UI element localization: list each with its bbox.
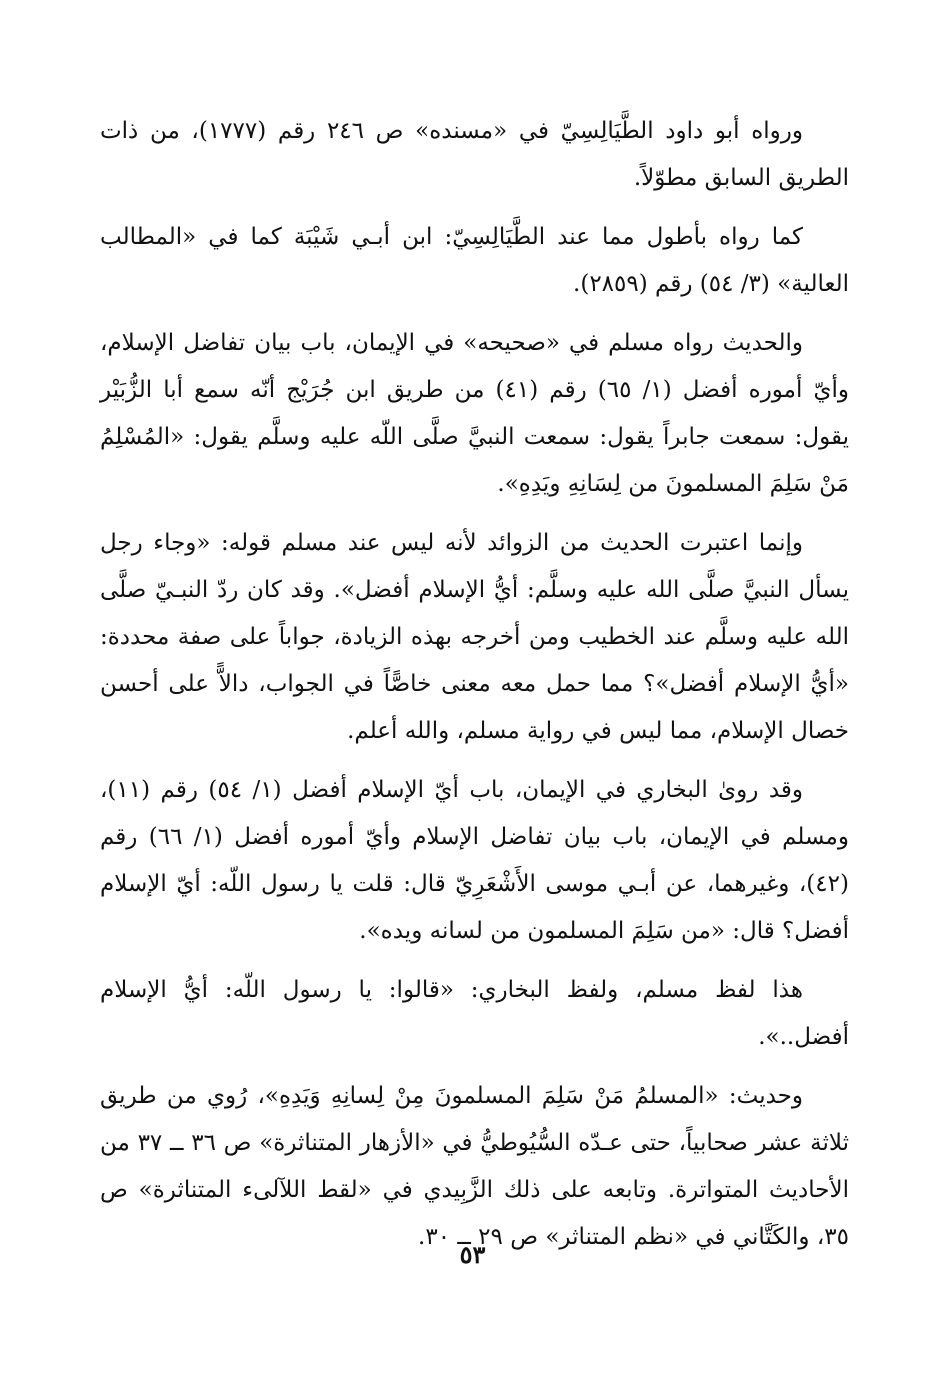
paragraph-4: وإنما اعتبرت الحديث من الزوائد لأنه ليس عند مسلم قوله: «وجاء رجل يسأل النبيَّ صلَّى الله عليه وسلَّم: أيُّ الإسلام أفضل». وقد كان ردّ النبـيّ صلَّى الله عليه وسلَّم عند الخطيب ومن أخرجه بهذه الزيادة، جواباً على صفة محددة: «أيُّ الإسلام أفضل»؟ مما حمل معه معنى خاصًّاً في الجواب، دالاًّ على أحسن خصال الإسلام، مما ليس في رواية مسلم، والله أعلم. [100,530,849,744]
page-number: ٥٣ [459,1240,486,1269]
paragraph-3: والحديث رواه مسلم في «صحيحه» في الإيمان، باب بيان تفاضل الإسلام، وأيّ أموره أفضل (١/ ٦٥) رقم (٤١) من طريق ابن جُرَيْج أنّه سمع أبا الزُّبَيْر يقول: سمعت جابراً يقول: سمعت النبيَّ صلَّى اللّه عليه وسلَّم يقول: «المُسْلِمُ مَنْ سَلِمَ المسلمونَ من لِسَانِهِ ويَدِهِ». [100,330,849,497]
paragraph-5: وقد روىٰ البخاري في الإيمان، باب أيّ الإسلام أفضل (١/ ٥٤) رقم (١١)، ومسلم في الإيمان، باب بيان تفاضل الإسلام وأيّ أموره أفضل (١/ ٦٦) رقم (٤٢)، وغيرهما، عن أبـي موسى الأَشْعَرِيّ قال: قلت يا رسول اللّه: أيّ الإسلام أفضل؟ قال: «من سَلِمَ المسلمون من لسانه ويده». [100,777,849,944]
paragraph-7: وحديث: «المسلمُ مَنْ سَلِمَ المسلمونَ مِنْ لِسانِهِ وَيَدِهِ»، رُوي من طريق ثلاثة عشر صحابياً، حتى عـدّه السُّيُوطيُّ في «الأزهار المتناثرة» ص ٣٦ ــ ٣٧ من الأحاديث المتواترة. وتابعه على ذلك الزَّبِيدي في «لقط اللآلىء المتناثرة» ص ٣٥، والكَتَّاني في «نظم المتناثر» ص ٢٩ ــ ٣٠. [100,1083,849,1250]
paragraph-6: هذا لفظ مسلم، ولفظ البخاري: «قالوا: يا رسول اللّه: أيُّ الإسلام أفضل..». [100,977,849,1050]
paragraph-1: ورواه أبو داود الطَّيَالِسِيّ في «مسنده» ص ٢٤٦ رقم (١٧٧٧)، من ذات الطريق السابق مطوّلاً. [100,118,849,191]
document-body [100,108,849,1273]
paragraph-2: كما رواه بأطول مما عند الطَّيَالِسِيّ: ابن أبـي شَيْبَة كما في «المطالب العالية» (٣/ ٥٤) رقم (٢٨٥٩). [100,224,849,297]
